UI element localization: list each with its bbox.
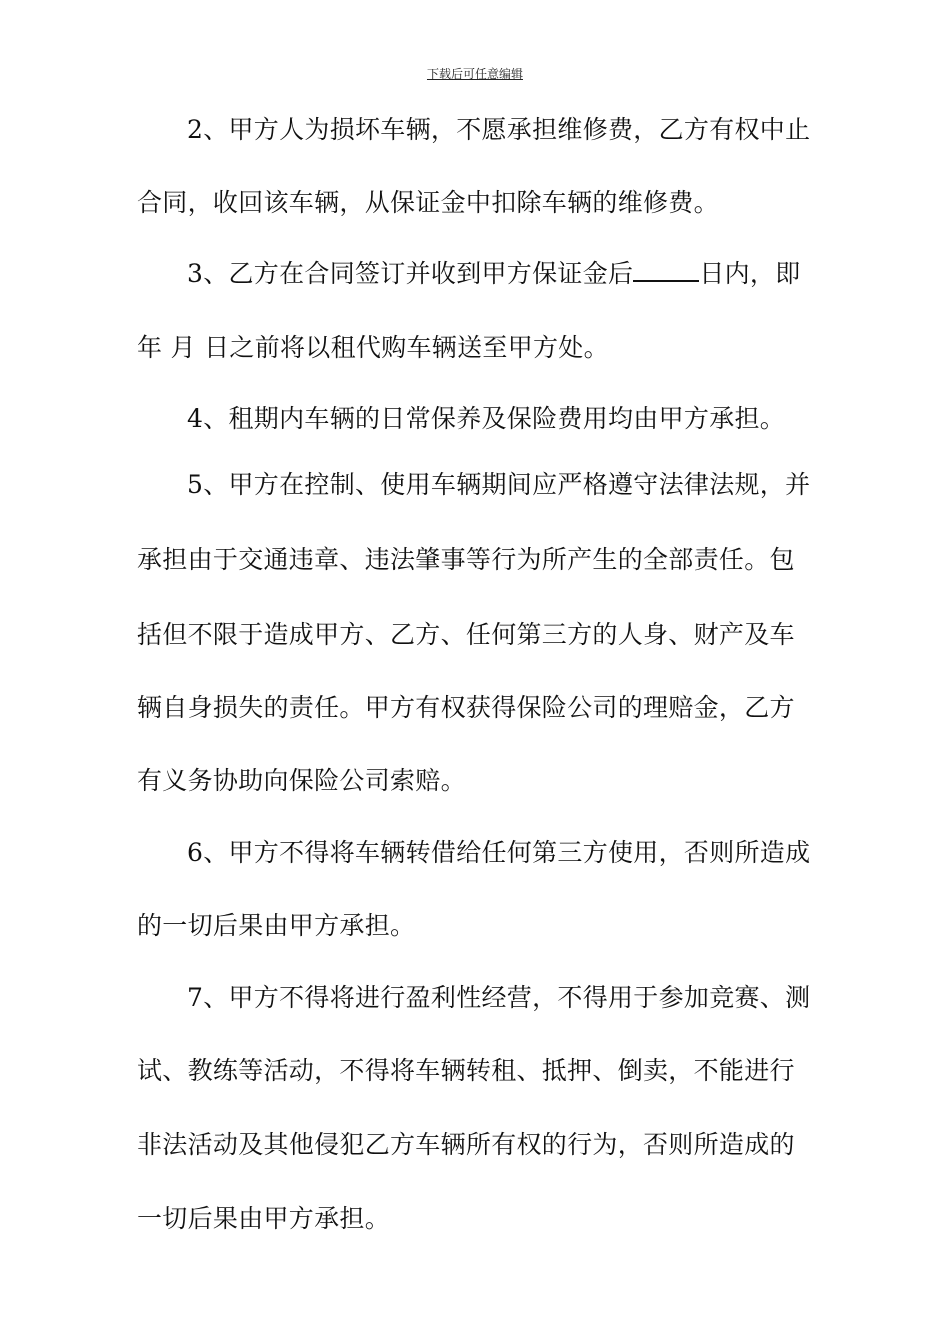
clause-5-line-2: 承担由于交通违章、违法肇事等行为所产生的全部责任。包 (137, 545, 795, 574)
clause-5-line-1: 5、甲方在控制、使用车辆期间应严格遵守法律法规，并 (187, 470, 811, 499)
clause-3-line-1 (187, 259, 877, 289)
page-header-note: 下载后可任意编辑 (426, 67, 523, 81)
clause-3-text-after-blank: 日内，即 (699, 259, 801, 288)
clause-5-line-5: 有义务协助向保险公司索赔。 (137, 766, 466, 795)
clause-6-line-2: 的一切后果由甲方承担。 (137, 911, 416, 940)
clause-6-line-1: 6、甲方不得将车辆转借给任何第三方使用，否则所造成 (187, 838, 811, 867)
clause-2-line-1: 2、甲方人为损坏车辆，不愿承担维修费，乙方有权中止 (187, 115, 811, 144)
clause-5-line-3: 括但不限于造成甲方、乙方、任何第三方的人身、财产及车 (137, 620, 795, 649)
clause-7-line-2: 试、教练等活动，不得将车辆转租、抵押、倒卖，不能进行 (137, 1056, 795, 1085)
clause-7-line-4: 一切后果由甲方承担。 (137, 1204, 391, 1233)
clause-2-line-2: 合同，收回该车辆，从保证金中扣除车辆的维修费。 (137, 188, 719, 217)
clause-3-line-2: 年 月 日之前将以租代购车辆送至甲方处。 (137, 333, 609, 362)
clause-3-text-before-blank: 3、乙方在合同签订并收到甲方保证金后 (187, 259, 634, 288)
clause-5-line-4: 辆自身损失的责任。甲方有权获得保险公司的理赔金，乙方 (137, 693, 795, 722)
clause-7-line-3: 非法活动及其他侵犯乙方车辆所有权的行为，否则所造成的 (137, 1130, 795, 1159)
clause-7-line-1: 7、甲方不得将进行盈利性经营，不得用于参加竞赛、测 (187, 983, 811, 1012)
fill-in-blank-days (633, 260, 699, 282)
clause-4-line-1: 4、租期内车辆的日常保养及保险费用均由甲方承担。 (187, 404, 786, 433)
